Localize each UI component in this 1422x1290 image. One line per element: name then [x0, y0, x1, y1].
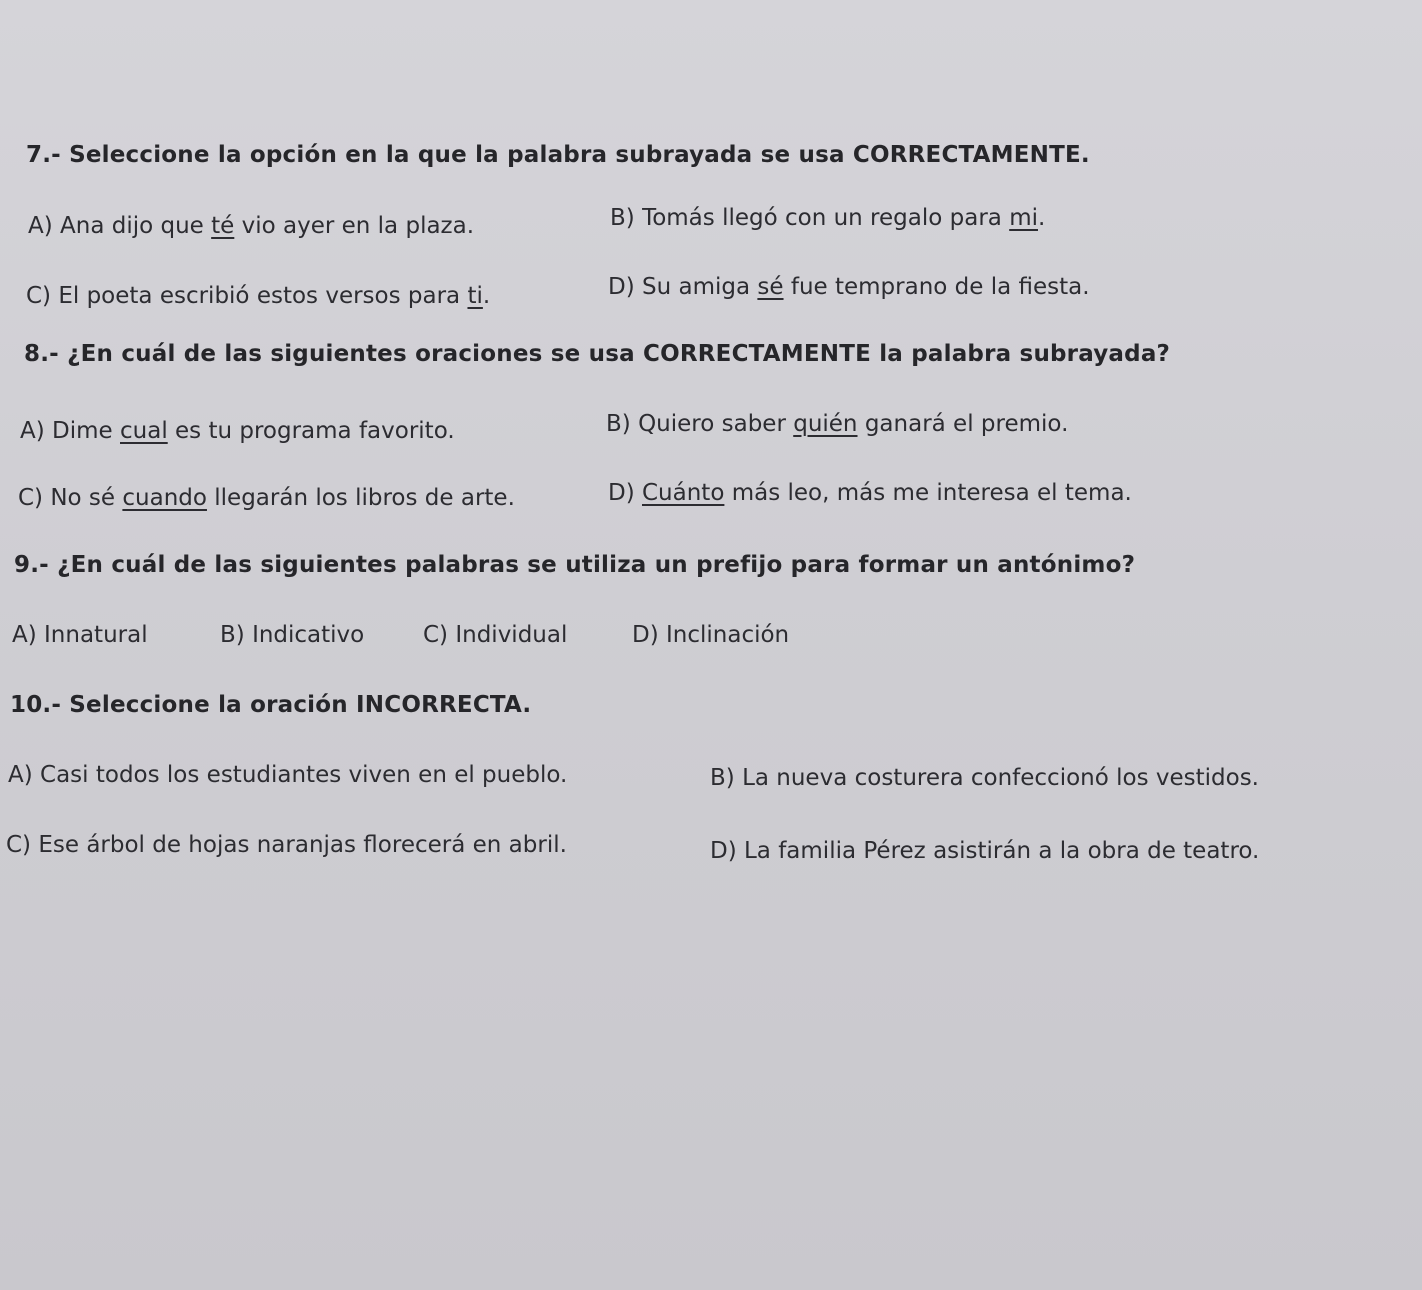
option-text: . [1037, 205, 1046, 231]
option-text: fue temprano de la fiesta. [783, 274, 1090, 300]
option-text: más leo, más me interesa el tema. [724, 480, 1132, 506]
question-8-option-d[interactable] [608, 480, 1132, 506]
option-text: B) Tomás llegó con un regalo para [610, 205, 1010, 231]
option-text: llegarán los libros de arte. [206, 485, 515, 511]
question-8-option-c[interactable] [18, 485, 515, 511]
question-7-option-c[interactable] [26, 283, 490, 309]
underlined-word: cual [120, 418, 168, 444]
underlined-word: mi [1009, 205, 1038, 231]
option-text: A) Dime [20, 418, 120, 444]
question-9-title: 9.- ¿En cuál de las siguientes palabras se utiliza un prefijo para formar un antónimo? [14, 552, 1136, 578]
option-text: A) Ana dijo que [28, 213, 212, 239]
question-10-option-a[interactable]: A) Casi todos los estudiantes viven en el pueblo. [8, 762, 568, 788]
option-text: C) No sé [18, 485, 123, 511]
option-text: B) Quiero saber [606, 411, 794, 437]
underlined-word: sé [757, 274, 784, 300]
option-text: . [482, 283, 491, 309]
option-text: C) El poeta escribió estos versos para [26, 283, 468, 309]
underlined-word: Cuánto [642, 480, 725, 506]
question-9-option-a[interactable]: A) Innatural [12, 622, 148, 648]
underlined-word: ti [467, 283, 483, 309]
question-7-title: 7.- Seleccione la opción en la que la palabra subrayada se usa CORRECTAMENTE. [26, 142, 1090, 168]
question-10-option-b[interactable]: B) La nueva costurera confeccionó los vestidos. [710, 765, 1259, 791]
question-9-option-b[interactable]: B) Indicativo [220, 622, 365, 648]
underlined-word: té [211, 213, 235, 239]
underlined-word: cuando [122, 485, 207, 511]
question-9-option-c[interactable]: C) Individual [423, 622, 568, 648]
question-10-option-d[interactable]: D) La familia Pérez asistirán a la obra de teatro. [710, 838, 1260, 864]
underlined-word: quién [793, 411, 858, 437]
option-text: vio ayer en la plaza. [234, 213, 475, 239]
question-10-option-c[interactable]: C) Ese árbol de hojas naranjas florecerá en abril. [6, 832, 567, 858]
option-text: ganará el premio. [857, 411, 1069, 437]
question-8-option-b[interactable] [606, 411, 1068, 437]
question-7-option-b[interactable] [610, 205, 1045, 231]
question-8-option-a[interactable] [20, 418, 455, 444]
option-text: D) [608, 480, 642, 506]
question-7-option-a[interactable] [28, 213, 474, 239]
question-10-title: 10.- Seleccione la oración INCORRECTA. [10, 692, 532, 718]
question-8-title: 8.- ¿En cuál de las siguientes oraciones se usa CORRECTAMENTE la palabra subrayada? [24, 341, 1171, 367]
option-text: D) Su amiga [608, 274, 758, 300]
question-7-option-d[interactable] [608, 274, 1090, 300]
option-text: es tu programa favorito. [167, 418, 455, 444]
question-9-option-d[interactable]: D) Inclinación [632, 622, 790, 648]
